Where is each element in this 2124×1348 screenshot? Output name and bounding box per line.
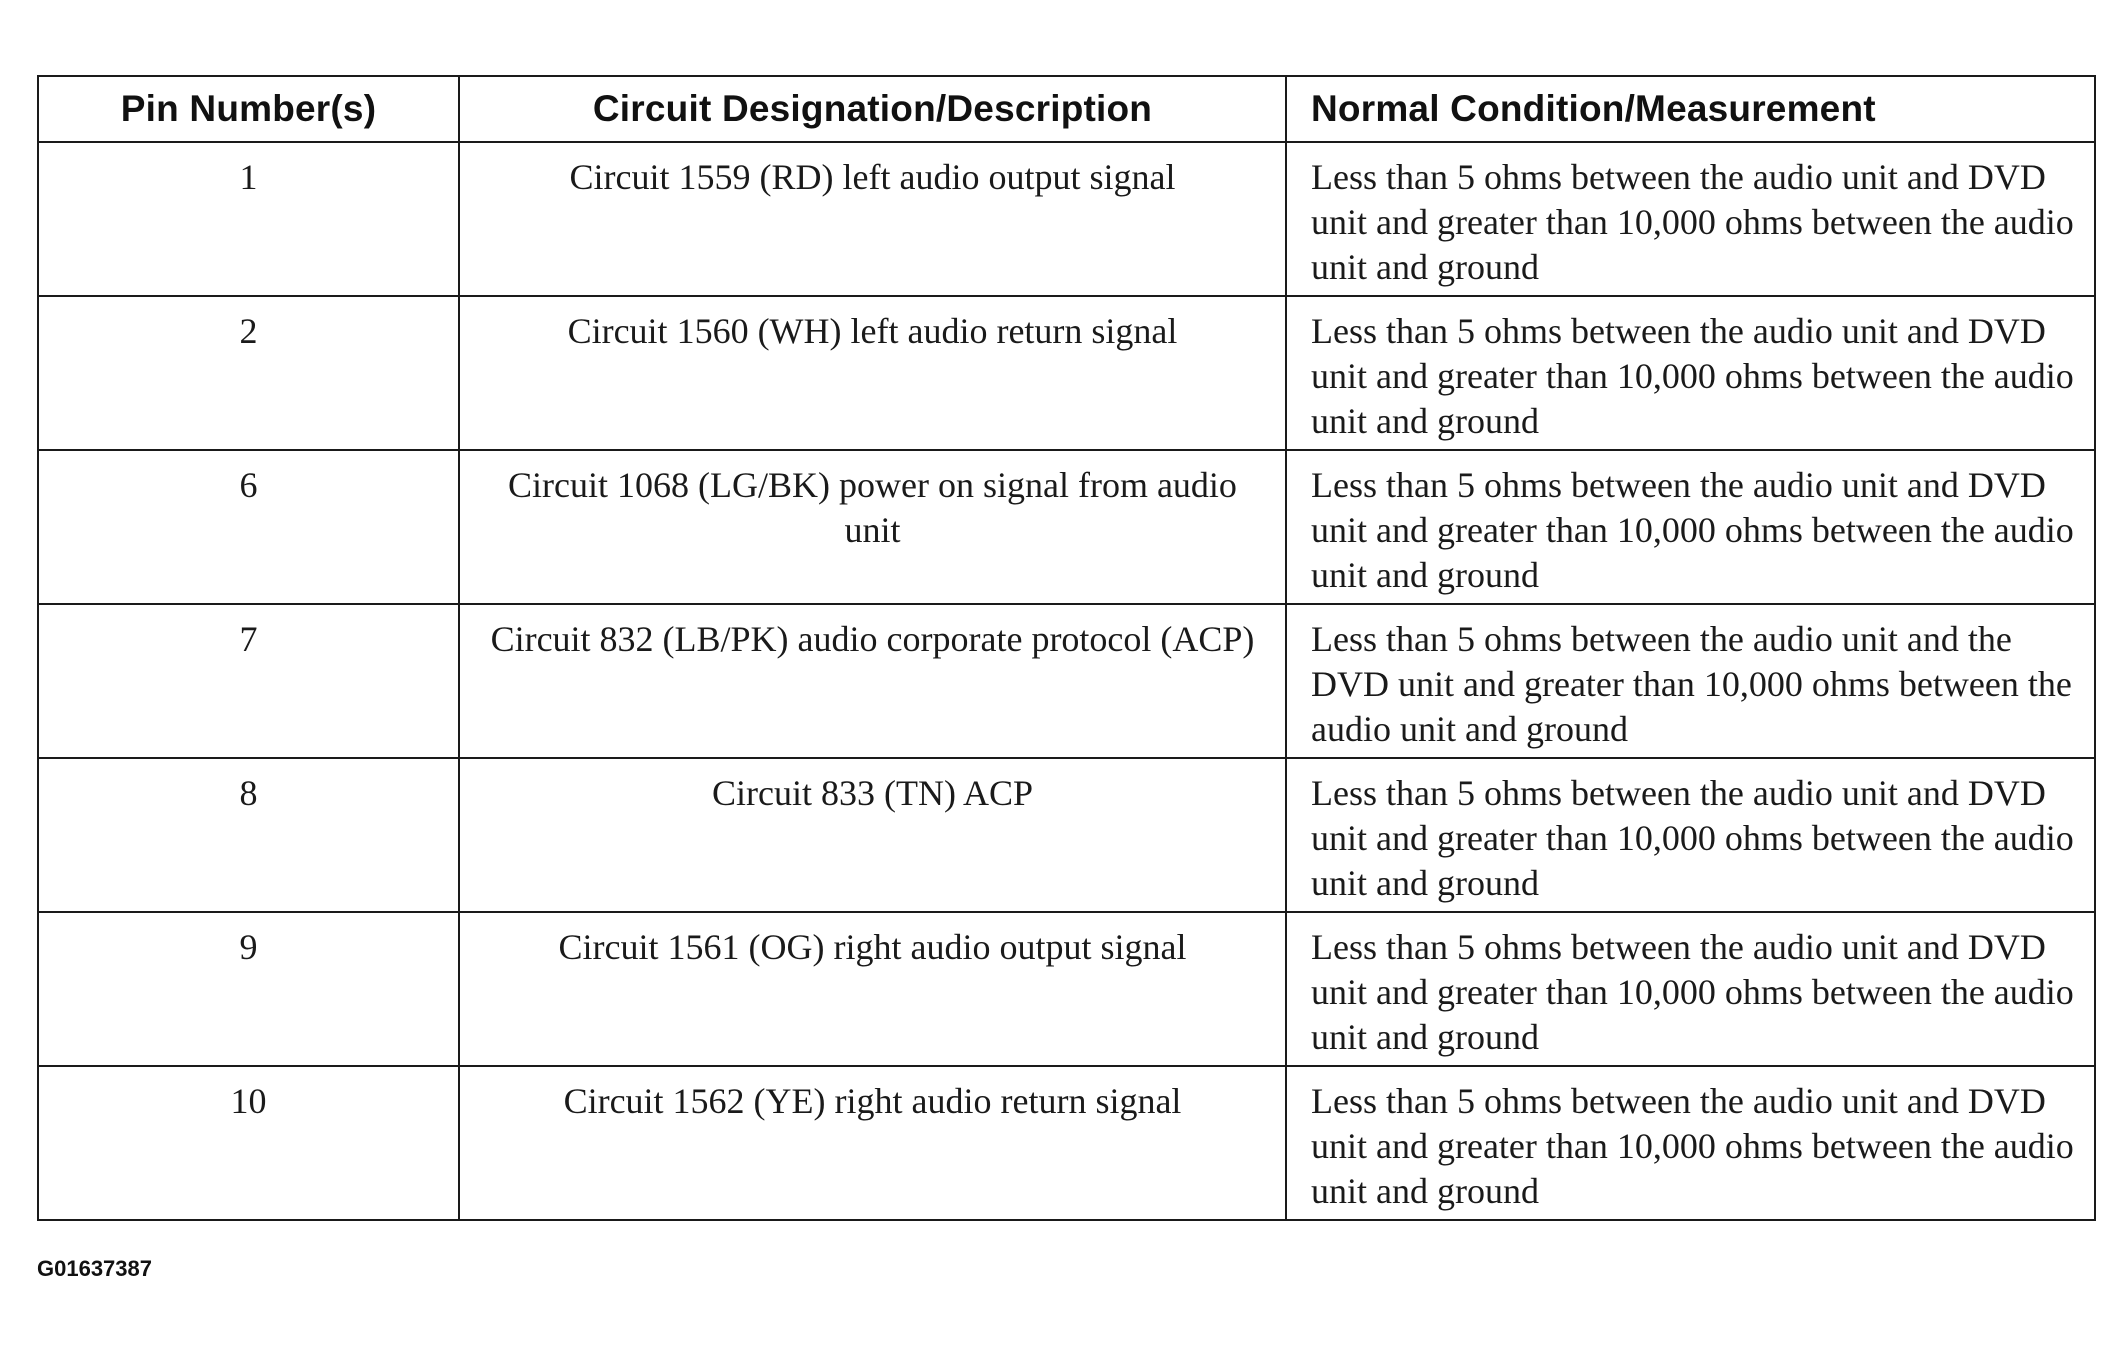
pin-test-table (37, 75, 2096, 1221)
description-cell: Circuit 1561 (OG) right audio output signal (459, 912, 1286, 1066)
description-cell: Circuit 1560 (WH) left audio return signal (459, 296, 1286, 450)
table-row (38, 604, 2095, 758)
header-pin-numbers: Pin Number(s) (38, 76, 459, 142)
description-cell: Circuit 1559 (RD) left audio output signal (459, 142, 1286, 296)
pin-cell: 1 (38, 142, 459, 296)
pin-cell: 9 (38, 912, 459, 1066)
measurement-cell: Less than 5 ohms between the audio unit and DVD unit and greater than 10,000 ohms between the audio unit and ground (1286, 450, 2095, 604)
measurement-cell: Less than 5 ohms between the audio unit and DVD unit and greater than 10,000 ohms between the audio unit and ground (1286, 142, 2095, 296)
header-circuit-description: Circuit Designation/Description (459, 76, 1286, 142)
table-body (38, 142, 2095, 1220)
table-row (38, 142, 2095, 296)
pin-cell: 8 (38, 758, 459, 912)
measurement-cell: Less than 5 ohms between the audio unit and DVD unit and greater than 10,000 ohms between the audio unit and ground (1286, 912, 2095, 1066)
table-row (38, 450, 2095, 604)
measurement-cell: Less than 5 ohms between the audio unit and DVD unit and greater than 10,000 ohms between the audio unit and ground (1286, 1066, 2095, 1220)
description-cell: Circuit 1068 (LG/BK) power on signal from audio unit (459, 450, 1286, 604)
measurement-cell: Less than 5 ohms between the audio unit and the DVD unit and greater than 10,000 ohms between the audio unit and ground (1286, 604, 2095, 758)
header-normal-condition: Normal Condition/Measurement (1286, 76, 2095, 142)
description-cell: Circuit 832 (LB/PK) audio corporate protocol (ACP) (459, 604, 1286, 758)
table-header (38, 76, 2095, 142)
pin-cell: 10 (38, 1066, 459, 1220)
measurement-cell: Less than 5 ohms between the audio unit and DVD unit and greater than 10,000 ohms between the audio unit and ground (1286, 296, 2095, 450)
figure-id: G01637387 (37, 1256, 152, 1281)
description-cell: Circuit 833 (TN) ACP (459, 758, 1286, 912)
pin-cell: 2 (38, 296, 459, 450)
pin-cell: 7 (38, 604, 459, 758)
table-row (38, 1066, 2095, 1220)
description-cell: Circuit 1562 (YE) right audio return signal (459, 1066, 1286, 1220)
table-row (38, 296, 2095, 450)
table-row (38, 758, 2095, 912)
pin-cell: 6 (38, 450, 459, 604)
header-row (38, 76, 2095, 142)
measurement-cell: Less than 5 ohms between the audio unit and DVD unit and greater than 10,000 ohms between the audio unit and ground (1286, 758, 2095, 912)
table-row (38, 912, 2095, 1066)
